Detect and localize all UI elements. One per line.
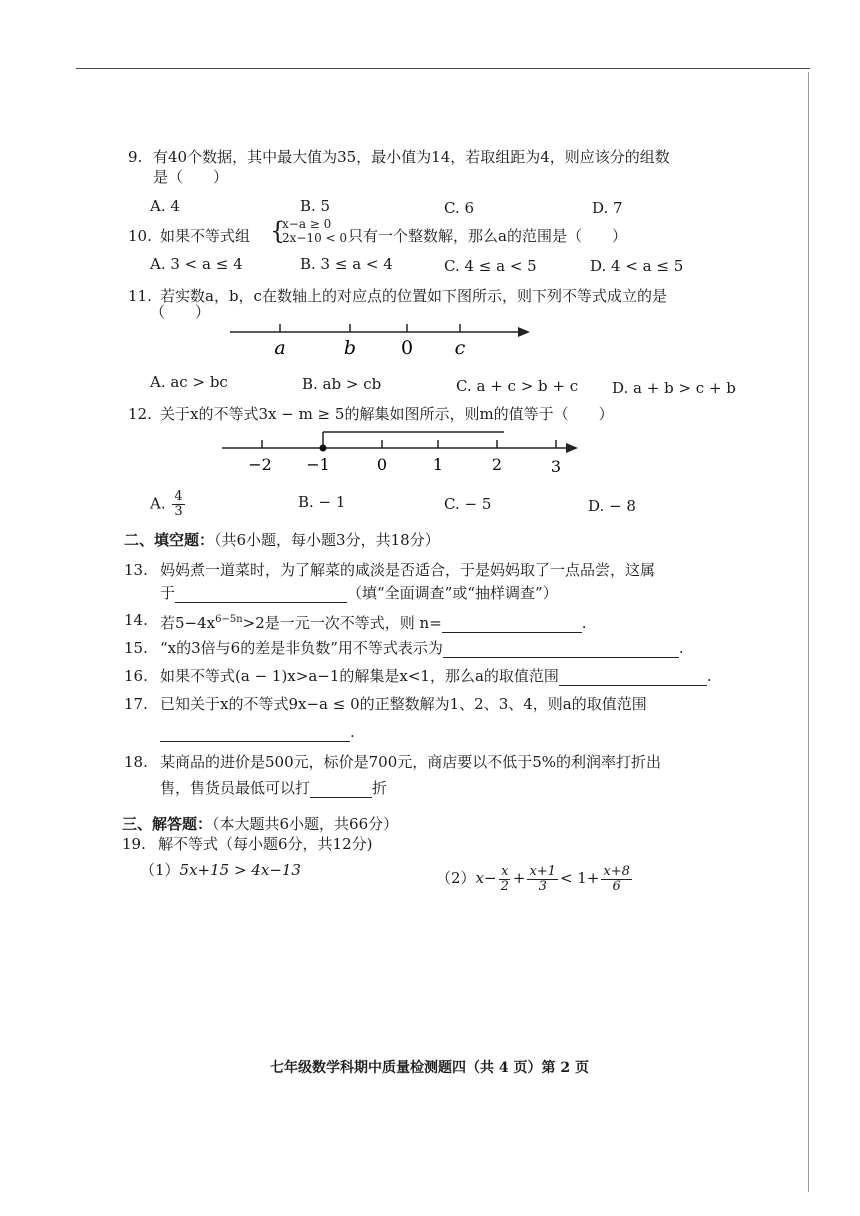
q12-number: 12. [128,405,152,423]
section2-note: （共6小题，每小题3分，共18分） [214,531,440,549]
q13-number: 13. [124,561,148,579]
q9-option-b: B. 5 [300,197,331,215]
q12-option-a-label: A. [150,494,166,513]
q17-end: . [350,723,355,741]
q18-answer-blank [310,781,372,798]
q12-number-line [220,426,590,478]
q10-number: 10. [128,227,152,245]
q9-option-a: A. 4 [150,197,180,215]
q19-part2-lt: < 1+ [559,869,600,887]
q11-label-b: b [343,337,357,359]
q11-option-b: B. ab > cb [302,375,382,393]
section3-title: 三、解答题： [122,815,213,833]
q11-text-line2: （ ） [150,303,211,321]
q10-brace: { [270,217,286,245]
q12-option-c: C. − 5 [444,495,492,513]
q19-text: 解不等式（每小题6分，共12分) [158,835,373,853]
q18-number: 18. [124,753,148,771]
q11-option-a: A. ac > bc [150,373,228,391]
q10-option-a: A. 3 < a ≤ 4 [150,255,243,273]
q17-line2 [160,722,355,742]
q15-end: . [678,639,684,657]
q19-part2-f3-numerator: x+8 [603,863,630,879]
q19-part2-x: x [475,869,485,887]
q19-part2-plus: + [512,869,526,887]
q15-number: 15. [124,639,148,657]
q10-text-after: 只有一个整数解，那么a的范围是（ ） [348,227,627,245]
q9-option-c: C. 6 [444,199,475,217]
q19-part2-f2-numerator: x+1 [529,863,556,879]
q16-text: 如果不等式(a − 1)x>a−1的解集是x<1，那么a的取值范围 [160,667,559,685]
q9-option-d: D. 7 [592,199,623,217]
q13-line2 [160,583,558,603]
q12-label-0: 0 [376,455,388,474]
q11-label-0: 0 [400,337,414,359]
q12-option-a-fraction [172,490,184,519]
q9-text-line1: 有40个数据，其中最大值为35，最小值为14，若取组距为4，则应该分的组数 [153,148,670,166]
q18-line2 [160,778,387,798]
q19-part2-fraction-1 [499,865,511,894]
q10-option-b: B. 3 ≤ a < 4 [300,255,393,273]
q19-part1-expression: 5x+15 > 4x−13 [179,861,301,879]
q14-pre: 若5−4x [160,614,216,632]
right-edge [808,72,809,1192]
q17-text: 已知关于x的不等式9x−a ≤ 0的正整数解为1、2、3、4，则a的取值范围 [160,695,647,713]
q14-answer-blank [442,616,582,633]
q18-line2-pre: 售，售货员最低可以打 [160,779,311,797]
q19-part2-f2-denominator: 3 [538,878,547,894]
q19-part2-f3-denominator: 6 [612,878,621,894]
q12-option-a-denominator: 3 [174,504,183,519]
q13-line2-pre: 于 [160,584,176,602]
q16-number: 16. [124,667,148,685]
section2-title: 二、填空题： [124,531,215,549]
q10-option-d: D. 4 < a ≤ 5 [590,257,684,275]
q11-label-c: c [454,337,466,359]
q19-part2-fraction-3 [601,865,632,894]
q10-text-before: 如果不等式组 [160,227,251,245]
q13-line2-post: （填“全面调查”或“抽样调查”） [347,584,558,602]
q12-label-1: 1 [432,455,444,474]
q16-line [160,666,712,686]
q14-post: >2是一元一次不等式，则 n= [242,614,442,632]
q13-text-line1: 妈妈煮一道菜时，为了解菜的咸淡是否适合，于是妈妈取了一点品尝，这属 [160,561,656,579]
q15-text: “x的3倍与6的差是非负数”用不等式表示为 [160,639,443,657]
section3-heading [122,814,398,834]
q14-number: 14. [124,611,148,629]
q11-text-line1: 若实数a，b，c在数轴上的对应点的位置如下图所示，则下列不等式成立的是 [160,287,667,305]
page-footer: 七年级数学科期中质量检测题四（共 4 页）第 2 页 [270,1060,589,1076]
q19-part1 [140,860,301,880]
q14-exponent: 6−5n [215,614,243,625]
q16-end: . [706,667,712,685]
q11-option-c: C. a + c > b + c [456,377,579,395]
q19-part2-f1-denominator: 2 [500,878,509,894]
q12-label-2: 2 [491,455,503,474]
q12-option-b: B. − 1 [298,493,346,511]
q11-option-d: D. a + b > c + b [612,379,736,397]
q11-label-a: a [274,337,286,359]
top-rule [76,68,810,69]
q12-label-neg1: −1 [306,455,330,474]
q19-part2-minus: − [484,869,497,887]
q12-text: 关于x的不等式3x − m ≥ 5的解集如图所示，则m的值等于（ ） [160,405,614,423]
section3-note: （本大题共6小题，共66分） [212,815,399,833]
q14-end: . [581,614,587,632]
q16-answer-blank [559,669,707,686]
q19-part2 [436,862,634,894]
q18-text-line1: 某商品的进价是500元，标价是700元，商店要以不低于5%的利润率打折出 [160,753,662,771]
q19-part2-label: （2） [436,869,476,887]
q9-text-line2: 是（ ） [153,168,229,186]
q12-option-a-numerator: 4 [174,489,183,504]
q17-number: 17. [124,695,148,713]
q10-option-c: C. 4 ≤ a < 5 [444,257,537,275]
q12-label-3: 3 [550,457,562,476]
q19-part1-label: （1） [140,861,180,879]
section2-heading [124,530,440,550]
q14-line [160,610,587,633]
q17-answer-blank [160,725,350,742]
q13-answer-blank [175,586,347,603]
q10-inequality-2: 2x−10 < 0 [282,231,348,245]
q12-label-neg2: −2 [248,455,272,474]
q10-inequality-1: x−a ≥ 0 [282,217,332,231]
q19-part2-fraction-2 [527,865,558,894]
q15-line [160,638,684,658]
q15-answer-blank [443,641,679,658]
q19-part2-f1-numerator: x [501,863,509,879]
q11-number-line [220,318,540,360]
q12-option-a [150,490,187,519]
q12-option-d: D. − 8 [588,497,636,515]
q9-number: 9. [128,148,143,166]
q11-number: 11. [128,287,152,305]
q18-line2-post: 折 [372,779,388,797]
q19-number: 19. [122,835,146,853]
